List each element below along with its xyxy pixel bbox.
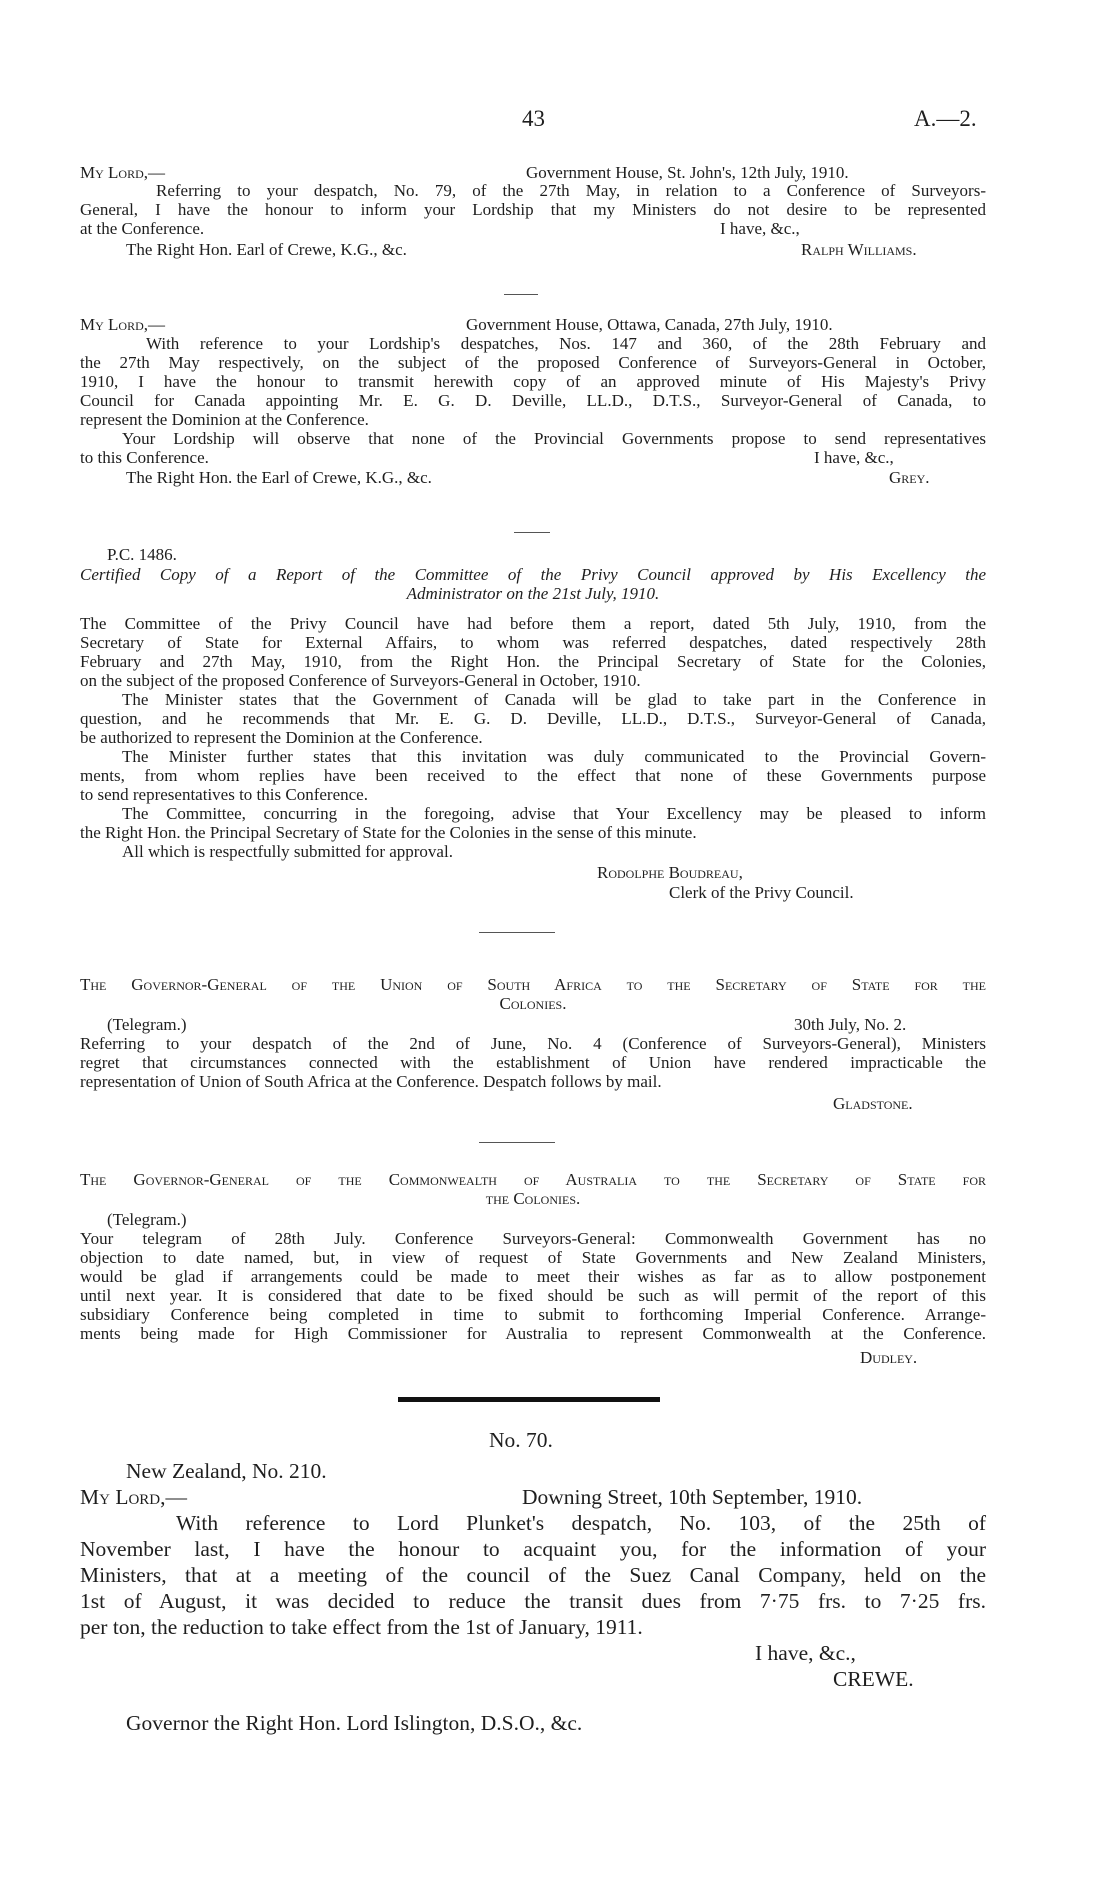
body-line: regret that circumstances connected with the establishment of Union have rendered impracticable the xyxy=(80,1053,986,1072)
body-line: Referring to your despatch of the 2nd of June, No. 4 (Conference of Surveyors-General), Ministers xyxy=(80,1034,986,1053)
telegram-heading: Colonies. xyxy=(499,994,567,1013)
section-divider xyxy=(398,1397,660,1402)
minute-title: Certified Copy of a Report of the Committee of the Privy Council approved by His Excellency the xyxy=(80,565,986,584)
signature: Gladstone. xyxy=(833,1094,913,1113)
place-date: Government House, St. John's, 12th July, 1910. xyxy=(526,163,849,182)
divider xyxy=(479,1142,555,1143)
body-line: Your telegram of 28th July. Conference Surveyors-General: Commonwealth Government has no xyxy=(80,1229,986,1248)
divider xyxy=(504,294,538,295)
signature: Grey. xyxy=(889,468,930,487)
body-line: at the Conference. xyxy=(80,219,205,238)
body-line: The Minister states that the Government of Canada will be glad to take part in the Conference in xyxy=(122,690,986,709)
body-line: per ton, the reduction to take effect from the 1st of January, 1911. xyxy=(80,1615,643,1639)
place-date: Government House, Ottawa, Canada, 27th July, 1910. xyxy=(466,315,833,334)
closing: I have, &c., xyxy=(814,448,894,467)
despatch-reference: New Zealand, No. 210. xyxy=(126,1459,327,1483)
telegram-heading: The Governor-General of the Commonwealth of Australia to the Secretary of State for xyxy=(80,1170,986,1189)
body-line: Referring to your despatch, No. 79, of the 27th May, in relation to a Conference of Surveyors- xyxy=(156,181,986,200)
body-line: to this Conference. xyxy=(80,448,209,467)
salutation: My Lord,— xyxy=(80,163,166,182)
despatch-number: No. 70. xyxy=(489,1428,553,1452)
salutation: My Lord,— xyxy=(80,315,166,334)
body-line: question, and he recommends that Mr. E. G. D. Deville, LL.D., D.T.S., Surveyor-General of Canada, xyxy=(80,709,986,728)
body-line: With reference to your Lordship's despatches, Nos. 147 and 360, of the 28th February and xyxy=(146,334,986,353)
page-number: 43 xyxy=(522,106,545,131)
addressee: The Right Hon. Earl of Crewe, K.G., &c. xyxy=(126,240,407,259)
body-line: Your Lordship will observe that none of the Provincial Governments propose to send representatives xyxy=(122,429,986,448)
telegram-label: (Telegram.) xyxy=(107,1210,187,1229)
body-line: subsidiary Conference being completed in time to submit to forthcoming Imperial Conference. Arrange- xyxy=(80,1305,986,1324)
telegram-date: 30th July, No. 2. xyxy=(794,1015,907,1034)
telegram-heading: the Colonies. xyxy=(485,1189,581,1208)
signature: CREWE. xyxy=(833,1667,914,1691)
addressee: Governor the Right Hon. Lord Islington, D.S.O., &c. xyxy=(126,1711,583,1735)
reference: P.C. 1486. xyxy=(107,545,177,564)
closing: I have, &c., xyxy=(720,219,800,238)
body-line: 1910, I have the honour to transmit herewith copy of an approved minute of His Majesty's Privy xyxy=(80,372,986,391)
body-line: February and 27th May, 1910, from the Right Hon. the Principal Secretary of State for the Colonies, xyxy=(80,652,986,671)
body-line: ments, from whom replies have been received to the effect that none of these Governments purpose xyxy=(80,766,986,785)
body-line: The Committee of the Privy Council have had before them a report, dated 5th July, 1910, from the xyxy=(80,614,986,633)
body-line: objection to date named, but, in view of request of State Governments and New Zealand Ministers, xyxy=(80,1248,986,1267)
body-line: the 27th May respectively, on the subject of the proposed Conference of Surveyors-General in October, xyxy=(80,353,986,372)
body-line: With reference to Lord Plunket's despatch, No. 103, of the 25th of xyxy=(176,1511,986,1535)
addressee: The Right Hon. the Earl of Crewe, K.G., &c. xyxy=(126,468,432,487)
body-line: ments being made for High Commissioner for Australia to represent Commonwealth at the Conference. xyxy=(80,1324,986,1343)
salutation: My Lord,— xyxy=(80,1485,188,1509)
body-line: the Right Hon. the Principal Secretary of State for the Colonies in the sense of this minute. xyxy=(80,823,697,842)
body-line: representation of Union of South Africa at the Conference. Despatch follows by mail. xyxy=(80,1072,662,1091)
body-line: to send representatives to this Conference. xyxy=(80,785,368,804)
body-line: All which is respectfully submitted for approval. xyxy=(122,842,453,861)
document-reference: A.—2. xyxy=(914,106,977,131)
signature-title: Clerk of the Privy Council. xyxy=(669,883,854,902)
telegram-heading: The Governor-General of the Union of South Africa to the Secretary of State for the xyxy=(80,975,986,994)
minute-title: Administrator on the 21st July, 1910. xyxy=(406,584,660,603)
body-line: 1st of August, it was decided to reduce the transit dues from 7·75 frs. to 7·25 frs. xyxy=(80,1589,986,1613)
body-line: until next year. It is considered that date to be fixed should be such as will permit of the report of this xyxy=(80,1286,986,1305)
body-line: represent the Dominion at the Conference. xyxy=(80,410,369,429)
body-line: The Committee, concurring in the foregoing, advise that Your Excellency may be pleased to inform xyxy=(122,804,986,823)
closing: I have, &c., xyxy=(755,1641,856,1665)
body-line: be authorized to represent the Dominion at the Conference. xyxy=(80,728,483,747)
body-line: would be glad if arrangements could be made to meet their wishes as far as to allow postponement xyxy=(80,1267,986,1286)
body-line: General, I have the honour to inform your Lordship that my Ministers do not desire to be represented xyxy=(80,200,986,219)
signature: Rodolphe Boudreau, xyxy=(597,863,743,882)
divider xyxy=(514,532,550,533)
body-line: Council for Canada appointing Mr. E. G. D. Deville, LL.D., D.T.S., Surveyor-General of Canada, to xyxy=(80,391,986,410)
divider xyxy=(479,932,555,933)
body-line: Ministers, that at a meeting of the council of the Suez Canal Company, held on the xyxy=(80,1563,986,1587)
telegram-label: (Telegram.) xyxy=(107,1015,187,1034)
body-line: November last, I have the honour to acquaint you, for the information of your xyxy=(80,1537,986,1561)
body-line: on the subject of the proposed Conference of Surveyors-General in October, 1910. xyxy=(80,671,641,690)
place-date: Downing Street, 10th September, 1910. xyxy=(522,1485,863,1509)
body-line: The Minister further states that this invitation was duly communicated to the Provincial Govern- xyxy=(122,747,986,766)
body-line: Secretary of State for External Affairs, to whom was referred despatches, dated respectively 28th xyxy=(80,633,986,652)
signature: Ralph Williams. xyxy=(801,240,917,259)
signature: Dudley. xyxy=(860,1348,918,1367)
